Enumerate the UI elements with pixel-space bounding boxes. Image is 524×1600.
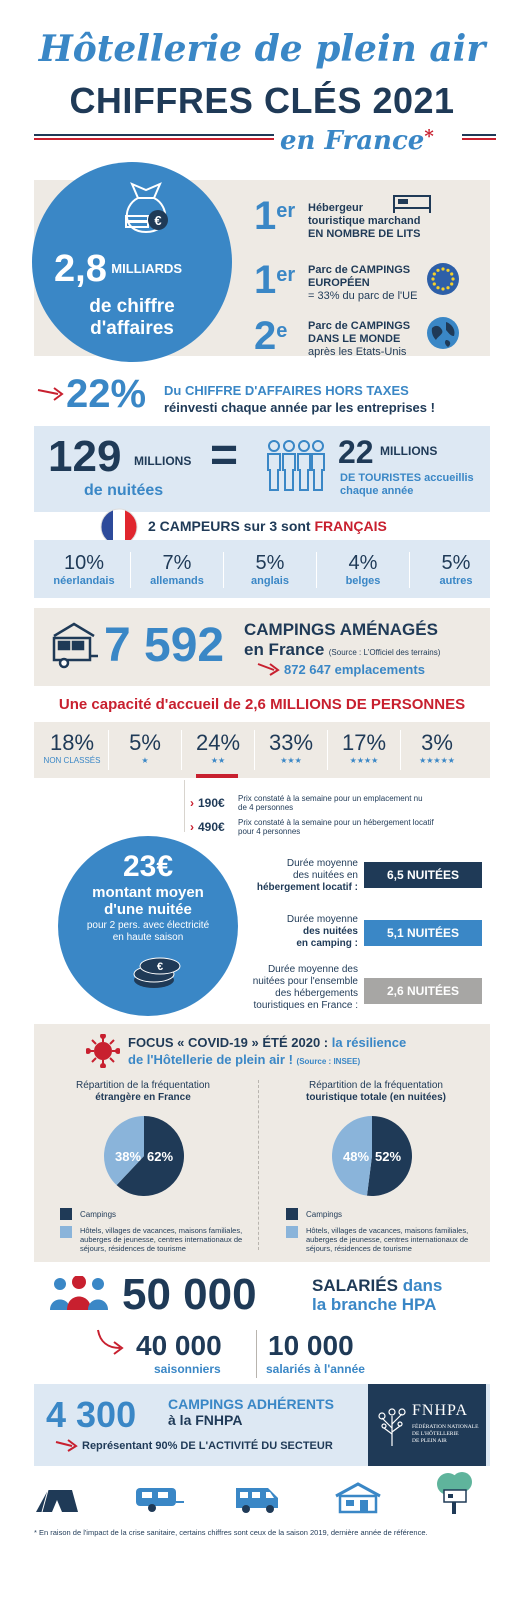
covid-title-a: FOCUS « COVID-19 » ÉTÉ 2020 : [128,1035,332,1050]
nationality-item [410,552,502,588]
star-item [109,730,181,770]
chart-divider [258,1080,259,1250]
legend-others-2 [286,1226,476,1253]
legend-swatch [286,1226,298,1238]
rank-text-3: = 33% du parc de l'UE [308,290,418,302]
annual-count: 10 000 [268,1330,354,1361]
people-icon [48,1276,110,1312]
nationality-pct: 4% [348,552,378,574]
rank-text-1: Hébergeur [308,202,364,214]
eu-flag-icon [426,262,460,296]
title-line2: CHIFFRES CLÉS 2021 [69,80,455,121]
globe-icon [426,316,460,350]
rank-text-3: après les Etats-Unis [308,346,407,358]
rank-text-2: EUROPÉEN [308,277,370,289]
fnhpa-logo-sub3: DE PLEIN AIR [412,1438,447,1444]
legend-swatch [286,1208,298,1220]
nationality-label: autres [439,575,473,587]
nationality-pct: 5% [441,552,471,574]
star-label: ★ [141,756,149,765]
legend-swatch [60,1226,72,1238]
star-item [328,730,400,770]
nationality-label: belges [345,575,381,587]
star-label: ★★★ [280,756,302,765]
tourists-line2: chaque année [340,485,414,497]
nationality-item [38,552,130,588]
star-pct: 24% [195,730,241,755]
night-price-line4: en haute saison [112,932,184,943]
pie-label: 62% [146,1149,174,1164]
pie-chart-foreign [102,1114,186,1198]
flag-stripes-right [462,134,496,140]
star-pct: 18% [49,730,95,755]
price-row-1 [190,794,423,812]
nationality-label: allemands [150,575,204,587]
star-label: ★★ [210,756,226,765]
price-desc-1: Prix constaté à la semaine pour un hébergement locatif [238,818,434,827]
covid-title [128,1034,478,1070]
tourists-value: 22 [338,434,374,470]
emplacements: 872 647 emplacements [284,662,425,677]
rank-number: 1 [254,194,277,238]
reinvest-line1: Du CHIFFRE D'AFFAIRES HORS TAXES [164,383,409,398]
legend-swatch [60,1208,72,1220]
legend-others-1 [60,1226,246,1253]
employees-count: 50 000 [122,1270,257,1319]
members-line1: CAMPINGS ADHÉRENTS [168,1396,334,1412]
star-item [182,730,254,770]
star-label: NON CLASSÉS [43,756,101,765]
price-row-2 [190,818,434,836]
campings-line2: en France [244,640,325,659]
campings-line2-row [244,640,440,660]
night-price-line3: pour 2 pers. avec électricité [86,920,210,931]
revenue-unit: MILLIARDS [111,261,183,276]
nationality-item [224,552,316,588]
chevron-right-icon: › [190,796,194,810]
employees-divider [256,1330,257,1378]
covid-source: (Source : INSEE) [296,1057,361,1066]
nationality-item [317,552,409,588]
employees-line1b: dans [397,1276,443,1295]
bed-icon [392,192,432,214]
nights-label: de nuitées [84,482,164,499]
treehouse-icon [432,1470,478,1516]
nationality-label: anglais [251,575,289,587]
price-value: 190€ [198,796,225,810]
pie-label: 38% [114,1149,142,1164]
legend-label: Campings [80,1209,117,1219]
rank-row-2 [254,258,484,308]
price-value: 490€ [198,820,225,834]
rank-suffix: er [276,264,296,286]
revenue-label-2: d'affaires [90,318,174,339]
star-label: ★★★★★ [419,756,455,765]
employees-text [312,1276,442,1314]
caravan-trailer-icon [134,1486,186,1514]
legend-label: Hôtels, villages de vacances, maisons familiales, auberges de jeunesse, centres internationaux de séjours, résidences de tourisme [306,1226,469,1253]
duration-value-3: 2,6 NUITÉES [364,978,482,1004]
tourists-line1: DE TOURISTES accueillis [340,472,474,484]
star-pct: 17% [341,730,387,755]
capacity-text: Une capacité d'accueil de 2,6 MILLIONS DE PERSONNES [58,696,466,713]
annual-label: salariés à l'année [266,1362,365,1376]
nationality-label: néerlandais [53,575,115,587]
rank-suffix: e [276,320,288,342]
rank-row-1 [254,194,484,244]
campers-highlight: FRANÇAIS [314,518,387,534]
pie-label: 48% [342,1149,370,1164]
reinvest-pct: 22% [66,372,147,416]
tent-icon [34,1484,80,1514]
group-people-icon [262,438,328,494]
camper-van-icon [234,1484,282,1514]
campings-count: 7 592 [104,619,225,672]
rank-row-3 [254,314,484,364]
price-desc-1: Prix constaté à la semaine pour un emplacement nu [238,794,423,803]
star-label: ★★★★ [349,756,379,765]
fnhpa-logo-text: FNHPA [412,1402,468,1419]
red-arrow-icon [54,1436,80,1452]
star-item [255,730,327,770]
rank-text-1: Parc de CAMPINGS [308,320,411,332]
chalet-icon [334,1482,382,1514]
revenue-amount: 2,8 [54,248,107,290]
nationality-list [38,552,502,588]
stars-list [36,730,473,770]
duration-desc-2: Durée moyenne des nuitées en camping : [286,914,358,949]
duration-value-1: 6,5 NUITÉES [364,862,482,888]
tourists-unit: MILLIONS [380,444,438,458]
members-count: 4 300 [46,1394,137,1435]
fnhpa-logo-sub1: FÉDÉRATION NATIONALE [412,1424,479,1430]
star-item [36,730,108,770]
red-arrow-icon [256,660,282,676]
equals-sign: = [210,429,239,482]
rank-number: 2 [254,314,277,358]
campings-source: (Source : L'Officiel des terrains) [328,648,441,657]
star-pct: 33% [268,730,314,755]
star-pct: 5% [129,730,161,755]
star-pct: 3% [421,730,453,755]
svg-text:€: € [154,213,162,228]
chart1-header: Répartition de la fréquentation étrangère en France [76,1080,210,1103]
tree-icon [376,1402,408,1446]
rank-text-2: touristique marchand [308,215,421,227]
caravan-icon [48,622,100,670]
price-desc-2: de 4 personnes [238,803,294,812]
fnhpa-logo [368,1384,486,1466]
pie-chart-total [330,1114,414,1198]
red-arrow-icon [94,1328,128,1356]
legend-campings-1 [60,1208,116,1220]
nationality-pct: 10% [63,552,105,574]
campers-text: 2 CAMPEURS sur 3 sont FRANÇAIS [148,518,387,534]
title-line1: Hôtellerie de plein air [38,28,486,70]
seasonal-count: 40 000 [136,1330,222,1361]
members-line2: à la FNHPA [168,1412,243,1428]
chevron-right-icon: › [190,820,194,834]
fnhpa-logo-sub2: DE L'HÔTELLERIE [412,1431,459,1437]
nights-value: 129 [48,432,122,481]
star-item [401,730,473,770]
price-desc-2: pour 4 personnes [238,827,301,836]
rank-text-1: Parc de CAMPINGS [308,264,411,276]
campings-line1: CAMPINGS AMÉNAGÉS [244,620,438,639]
members-line3: Représentant 90% DE L'ACTIVITÉ DU SECTEUR [82,1440,333,1452]
red-arrow-icon [36,384,66,402]
highlight-underline [196,774,238,778]
pie-label: 52% [374,1149,402,1164]
covid-title-c: de l'Hôtellerie de plein air ! [128,1052,293,1067]
rank-text-3: EN NOMBRE DE LITS [308,228,421,240]
svg-text:€: € [156,961,164,973]
footnote: * En raison de l'impact de la crise sanitaire, certains chiffres sont ceux de la saison 2019, dernière année de référence. [34,1528,428,1537]
revenue-circle [32,162,232,362]
legend-campings-2 [286,1208,342,1220]
revenue-label-1: de chiffre [89,296,175,317]
legend-label: Hôtels, villages de vacances, maisons familiales, auberges de jeunesse, centres internationaux de séjours, résidences de tourisme [80,1226,243,1253]
rank-text-2: DANS LE MONDE [308,333,401,345]
title-line3: en France* [280,126,434,156]
money-bag-icon [118,176,174,236]
virus-icon [86,1034,120,1068]
flag-stripes-left [34,134,274,140]
employees-line1a: SALARIÉS [312,1276,398,1295]
night-price-line1: montant moyen [92,884,204,901]
chart2-header: Répartition de la fréquentation touristique totale (en nuitées) [305,1080,446,1103]
coins-icon [130,950,186,992]
duration-desc-1: Durée moyenne des nuitées en hébergement locatif : [256,858,358,893]
nights-unit: MILLIONS [134,454,192,468]
rank-suffix: er [276,200,296,222]
night-price-amount: 23€ [122,850,174,883]
reinvest-line2: réinvesti chaque année par les entreprises ! [164,400,435,415]
rank-number: 1 [254,258,277,302]
members-text [168,1396,334,1428]
duration-value-2: 5,1 NUITÉES [364,920,482,946]
asterisk: * [424,126,434,147]
legend-label: Campings [306,1209,343,1219]
covid-title-b: la résilience [331,1035,407,1050]
seasonal-label: saisonniers [154,1362,221,1376]
employees-line2: la branche HPA [312,1295,437,1314]
duration-desc-3: Durée moyenne des nuitées pour l'ensemble des hébergements touristiques en France : [252,964,358,1011]
price-divider [184,780,185,832]
nationality-pct: 5% [255,552,285,574]
nationality-pct: 7% [162,552,192,574]
nationality-item [131,552,223,588]
night-price-line2: d'une nuitée [104,901,192,918]
